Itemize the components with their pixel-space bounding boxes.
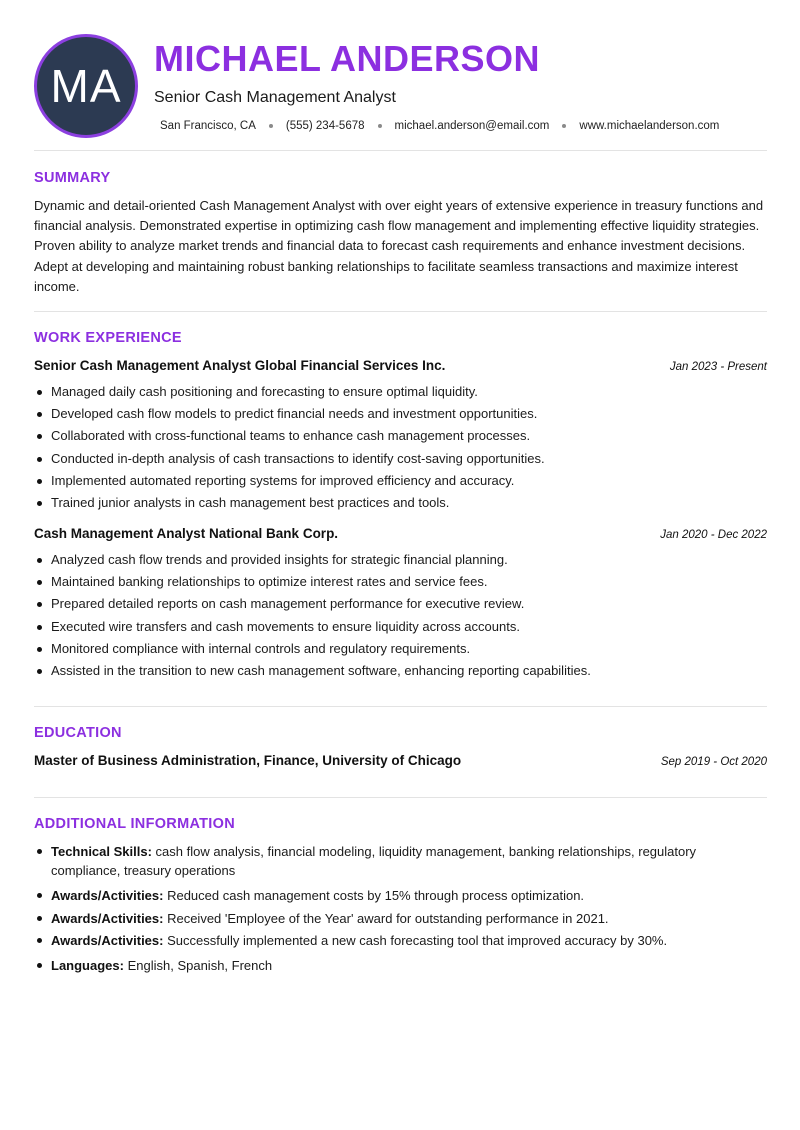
job-bullet-list <box>34 551 767 684</box>
additional-info-list <box>34 842 767 979</box>
separator-dot-icon <box>562 124 566 128</box>
list-item <box>34 931 767 950</box>
job-bullet-list <box>34 383 767 516</box>
candidate-title: Senior Cash Management Analyst <box>154 89 396 106</box>
contact-bar <box>160 120 719 132</box>
contact-website[interactable]: www.michaelanderson.com <box>579 120 720 132</box>
list-item <box>34 956 767 975</box>
avatar <box>34 34 138 138</box>
list-item: Trained junior analysts in cash management best practices and tools. <box>34 494 767 516</box>
list-item: Maintained banking relationships to optimize interest rates and service fees. <box>34 573 767 595</box>
info-text: Reduced cash management costs by 15% through process optimization. <box>163 888 585 903</box>
summary-heading: SUMMARY <box>34 170 111 186</box>
info-label: Languages: <box>51 958 124 973</box>
job-header <box>34 358 767 373</box>
list-item: Developed cash flow models to predict financial needs and investment opportunities. <box>34 405 767 427</box>
list-item: Executed wire transfers and cash movements to ensure liquidity across accounts. <box>34 618 767 640</box>
section-divider <box>34 311 767 312</box>
additional-heading: ADDITIONAL INFORMATION <box>34 816 235 832</box>
contact-location: San Francisco, CA <box>160 120 256 132</box>
list-item: Assisted in the transition to new cash management software, enhancing reporting capabilities. <box>34 662 767 684</box>
separator-dot-icon <box>269 124 273 128</box>
separator-dot-icon <box>378 124 382 128</box>
info-label: Awards/Activities: <box>51 888 164 903</box>
info-text: Received 'Employee of the Year' award for outstanding performance in 2021. <box>163 910 609 926</box>
info-label: Technical Skills: <box>51 844 152 859</box>
summary-text: Dynamic and detail-oriented Cash Management Analyst with over eight years of extensive experience in treasury functions and financial analysis. Demonstrated expertise in optimizing cash flow management and implementing effective liquidity strategies. Proven ability to analyze market trends and financial data to forecast cash requirements and enhance investment decisions. Adept at developing and maintaining robust banking relationships to facilitate seamless transactions and maximize interest income. <box>34 198 764 294</box>
contact-email[interactable]: michael.anderson@email.com <box>394 120 550 132</box>
education-degree: Master of Business Administration, Finance, University of Chicago <box>34 753 462 768</box>
job-dates: Jan 2023 - Present <box>669 361 767 373</box>
list-item: Monitored compliance with internal controls and regulatory requirements. <box>34 640 767 662</box>
education-heading: EDUCATION <box>34 725 122 741</box>
section-divider <box>34 706 767 707</box>
info-text: English, Spanish, French <box>123 958 273 973</box>
info-text: cash flow analysis, financial modeling, liquidity management, banking relationships, regulatory compliance, treasury operations <box>51 844 697 878</box>
job-header <box>34 526 767 541</box>
info-label: Awards/Activities: <box>51 910 164 926</box>
contact-phone: (555) 234-5678 <box>285 120 365 132</box>
list-item <box>34 909 767 928</box>
list-item: Analyzed cash flow trends and provided insights for strategic financial planning. <box>34 551 767 573</box>
info-label: Awards/Activities: <box>51 933 164 948</box>
section-divider <box>34 797 767 798</box>
info-text: Successfully implemented a new cash forecasting tool that improved accuracy by 30%. <box>163 933 668 948</box>
job-dates: Jan 2020 - Dec 2022 <box>660 529 767 541</box>
list-item: Implemented automated reporting systems for improved efficiency and accuracy. <box>34 472 767 494</box>
list-item <box>34 842 767 880</box>
candidate-name: MICHAEL ANDERSON <box>154 38 541 79</box>
job-role-company: Cash Management Analyst National Bank Corp. <box>34 526 339 541</box>
list-item: Managed daily cash positioning and forecasting to ensure optimal liquidity. <box>34 383 767 405</box>
education-entry <box>34 753 767 768</box>
job-role-company: Senior Cash Management Analyst Global Financial Services Inc. <box>34 358 446 373</box>
list-item: Collaborated with cross-functional teams to enhance cash management processes. <box>34 427 767 449</box>
education-dates: Sep 2019 - Oct 2020 <box>660 756 767 768</box>
list-item: Prepared detailed reports on cash management performance for executive review. <box>34 595 767 617</box>
experience-heading: WORK EXPERIENCE <box>34 330 182 346</box>
section-divider <box>34 150 767 151</box>
list-item: Conducted in-depth analysis of cash transactions to identify cost-saving opportunities. <box>34 450 767 472</box>
list-item <box>34 886 767 905</box>
avatar-initials: MA <box>50 60 122 112</box>
